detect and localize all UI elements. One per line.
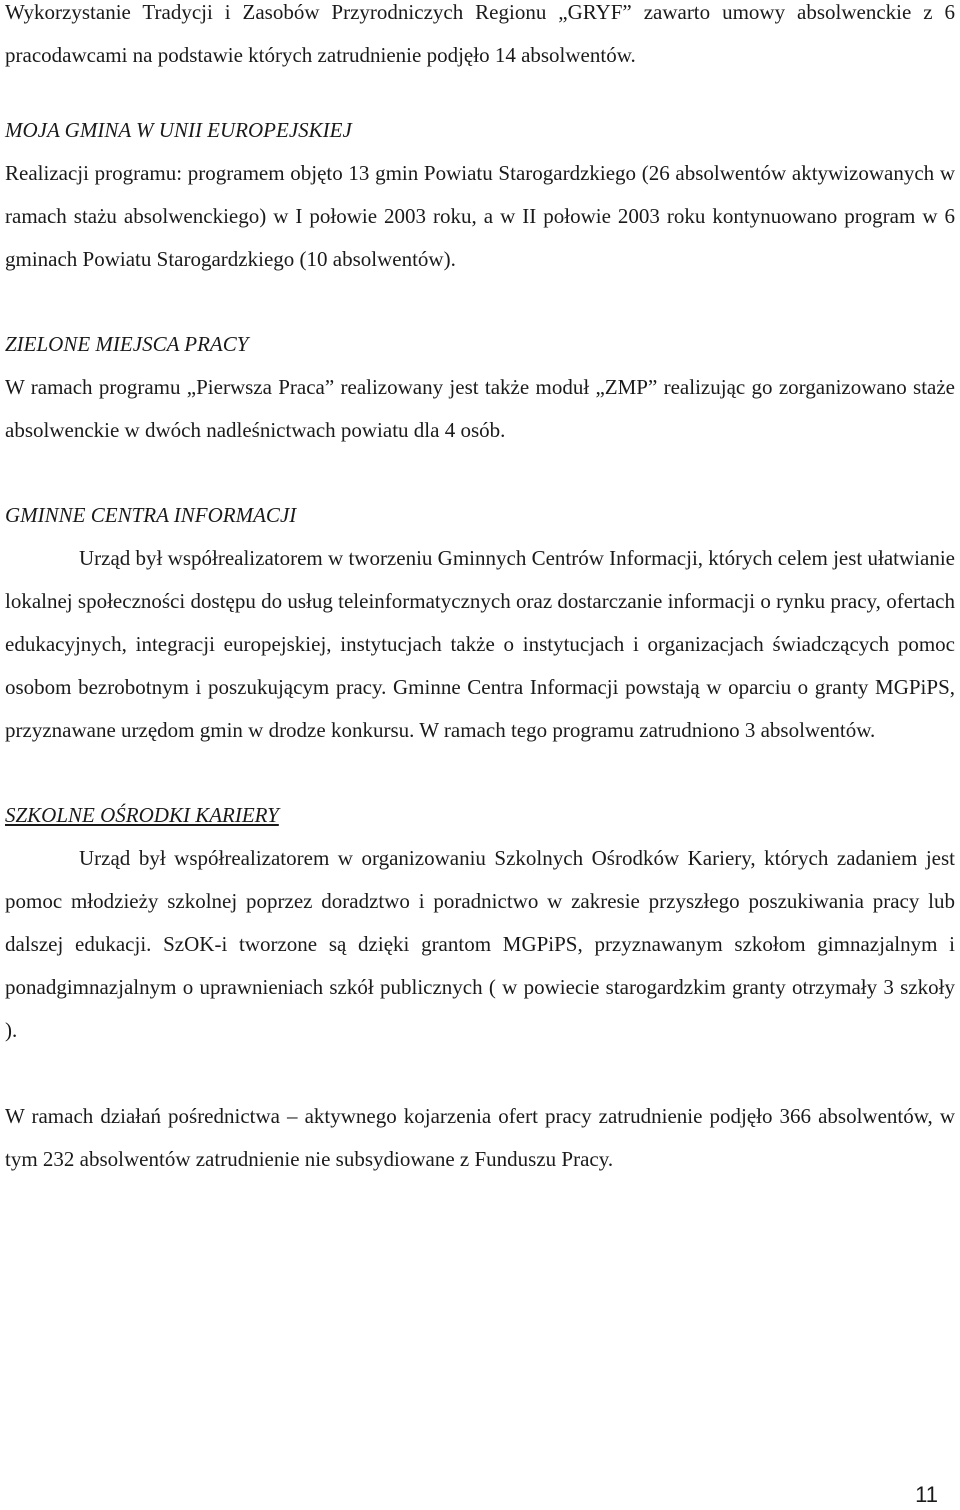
closing-paragraph: W ramach działań pośrednictwa – aktywnego kojarzenia ofert pracy zatrudnienie podjęło 366 absolwentów, w tym 232 absolwentów zatrudnienie nie subsydiowane z Funduszu Pracy.: [5, 1104, 955, 1171]
section-body-zielone-miejsca: W ramach programu „Pierwsza Praca” realizowany jest także moduł „ZMP” realizując go zorganizowano staże absolwenckie w dwóch nadleśnictwach powiatu dla 4 osób.: [5, 375, 955, 442]
section-heading-moja-gmina: MOJA GMINA W UNII EUROPEJSKIEJ: [5, 118, 352, 142]
section-heading-zielone-miejsca: ZIELONE MIEJSCA PRACY: [5, 332, 249, 356]
section-body-moja-gmina: Realizacji programu: programem objęto 13 gmin Powiatu Starogardzkiego (26 absolwentów aktywizowanych w ramach stażu absolwenckiego) w I połowie 2003 roku, a w II połowie 2003 roku kontynuowano program w 6 gminach Powiatu Starogardzkiego (10 absolwentów).: [5, 161, 955, 271]
document-page: [5, 0, 955, 1181]
page-number: 11: [915, 1482, 938, 1507]
intro-paragraph: Wykorzystanie Tradycji i Zasobów Przyrodniczych Regionu „GRYF” zawarto umowy absolwenckie z 6 pracodawcami na podstawie których zatrudnienie podjęło 14 absolwentów.: [5, 0, 955, 67]
section-heading-szkolne-osrodki: SZKOLNE OŚRODKI KARIERY: [5, 803, 279, 827]
section-body-gminne-centra: Urząd był współrealizatorem w tworzeniu Gminnych Centrów Informacji, których celem jest ułatwianie lokalnej społeczności dostępu do usług teleinformatycznych oraz dostarczanie informacji o rynku pracy, ofertach edukacyjnych, integracji europejskiej, instytucjach także o instytucjach i organizacjach świadczących pomoc osobom bezrobotnym i poszukującym pracy. Gminne Centra Informacji powstają w oparciu o granty MGPiPS, przyznawane urzędom gmin w drodze konkursu. W ramach tego programu zatrudniono 3 absolwentów.: [5, 546, 955, 742]
section-body-szkolne-osrodki: Urząd był współrealizatorem w organizowaniu Szkolnych Ośrodków Kariery, których zadaniem jest pomoc młodzieży szkolnej poprzez doradztwo i poradnictwo w zakresie przyszłego poszukiwania pracy lub dalszej edukacji. SzOK-i tworzone są dzięki grantom MGPiPS, przyznawanym szkołom gimnazjalnym i ponadgimnazjalnym o uprawnieniach szkół publicznych ( w powiecie starogardzkim granty otrzymały 3 szkoły ).: [5, 846, 955, 1042]
section-heading-gminne-centra: GMINNE CENTRA INFORMACJI: [5, 503, 297, 527]
